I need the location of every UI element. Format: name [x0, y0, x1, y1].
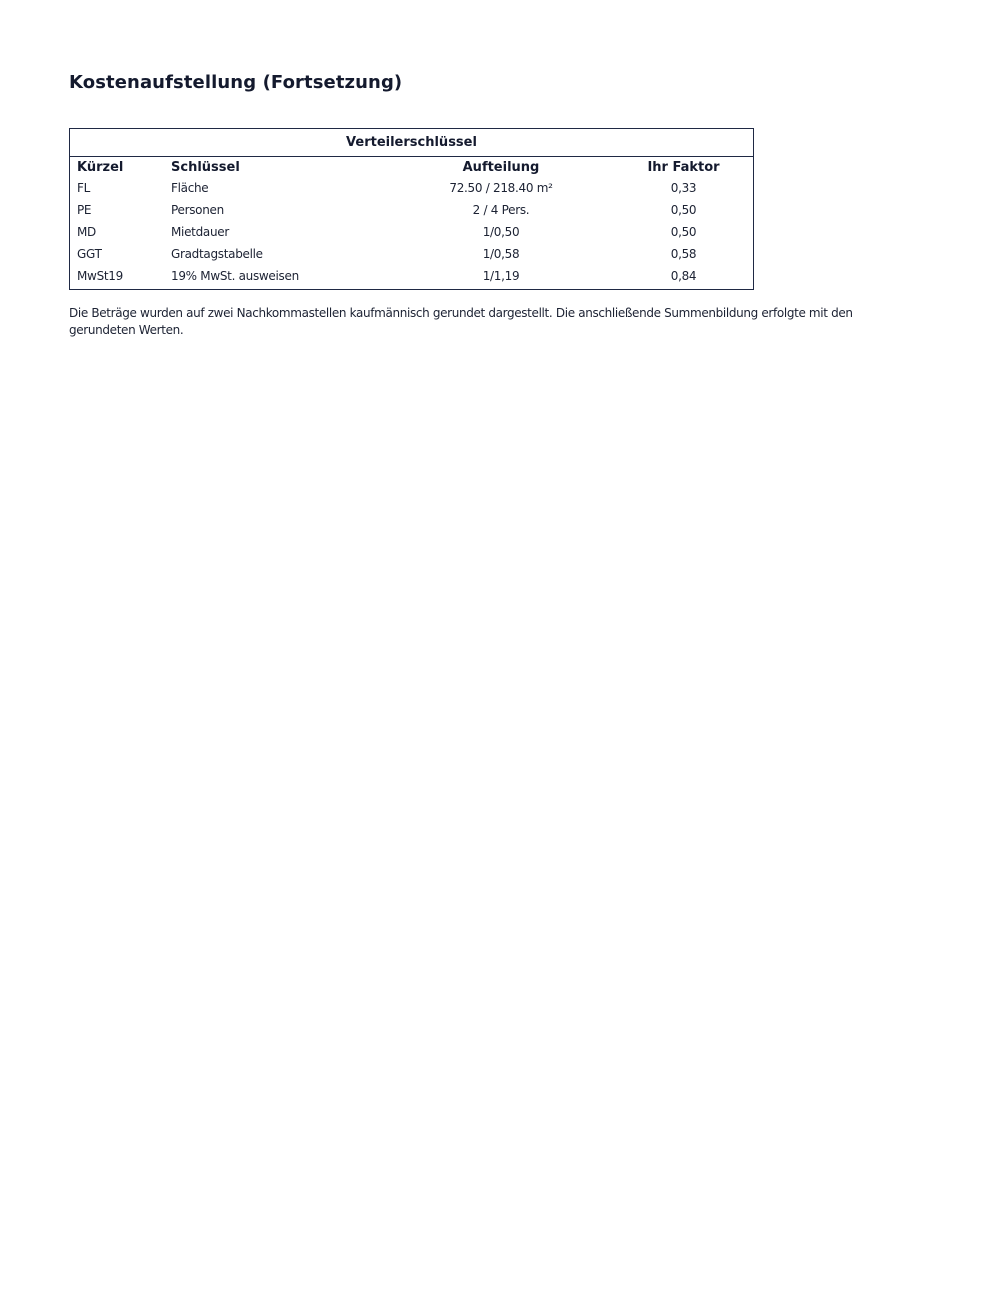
cell-factor: 0,50: [670, 225, 697, 239]
cell-key: Fläche: [171, 181, 209, 195]
cell-split: 1/1,19: [482, 269, 520, 283]
distribution-key-table: [69, 128, 754, 290]
table-row: [70, 221, 753, 243]
table-row: [70, 243, 753, 265]
cell-key: Mietdauer: [171, 225, 229, 239]
cell-split: 2 / 4 Pers.: [472, 203, 530, 217]
cell-short: MwSt19: [77, 269, 123, 283]
cell-factor: 0,33: [670, 181, 697, 195]
cell-factor: 0,58: [670, 247, 697, 261]
cell-short: MD: [77, 225, 96, 239]
cell-factor: 0,50: [670, 203, 697, 217]
table-row: [70, 177, 753, 199]
cell-factor: 0,84: [670, 269, 697, 283]
cell-short: GGT: [77, 247, 102, 261]
header-short: Kürzel: [77, 159, 124, 175]
rounding-footnote: Die Beträge wurden auf zwei Nachkommastellen kaufmännisch gerundet dargestellt. Die anschließende Summenbildung erfolgte mit den gerundeten Werten.: [69, 306, 853, 337]
distribution-key-grid: [70, 157, 753, 287]
cell-split: 1/0,50: [482, 225, 520, 239]
table-caption: Verteilerschlüssel: [70, 129, 753, 157]
page-title: Kostenaufstellung (Fortsetzung): [69, 72, 403, 93]
header-split: Aufteilung: [462, 159, 540, 175]
table-row: [70, 199, 753, 221]
cell-short: PE: [77, 203, 92, 217]
cell-split: 72.50 / 218.40 m²: [449, 181, 553, 195]
cell-key: Personen: [171, 203, 224, 217]
cell-key: 19% MwSt. ausweisen: [171, 269, 299, 283]
cell-key: Gradtagstabelle: [171, 247, 263, 261]
header-factor: Ihr Faktor: [647, 159, 720, 175]
cell-split: 1/0,58: [482, 247, 520, 261]
table-row: [70, 265, 753, 287]
header-row: [70, 157, 753, 177]
header-key: Schlüssel: [171, 159, 240, 175]
cell-short: FL: [77, 181, 90, 195]
